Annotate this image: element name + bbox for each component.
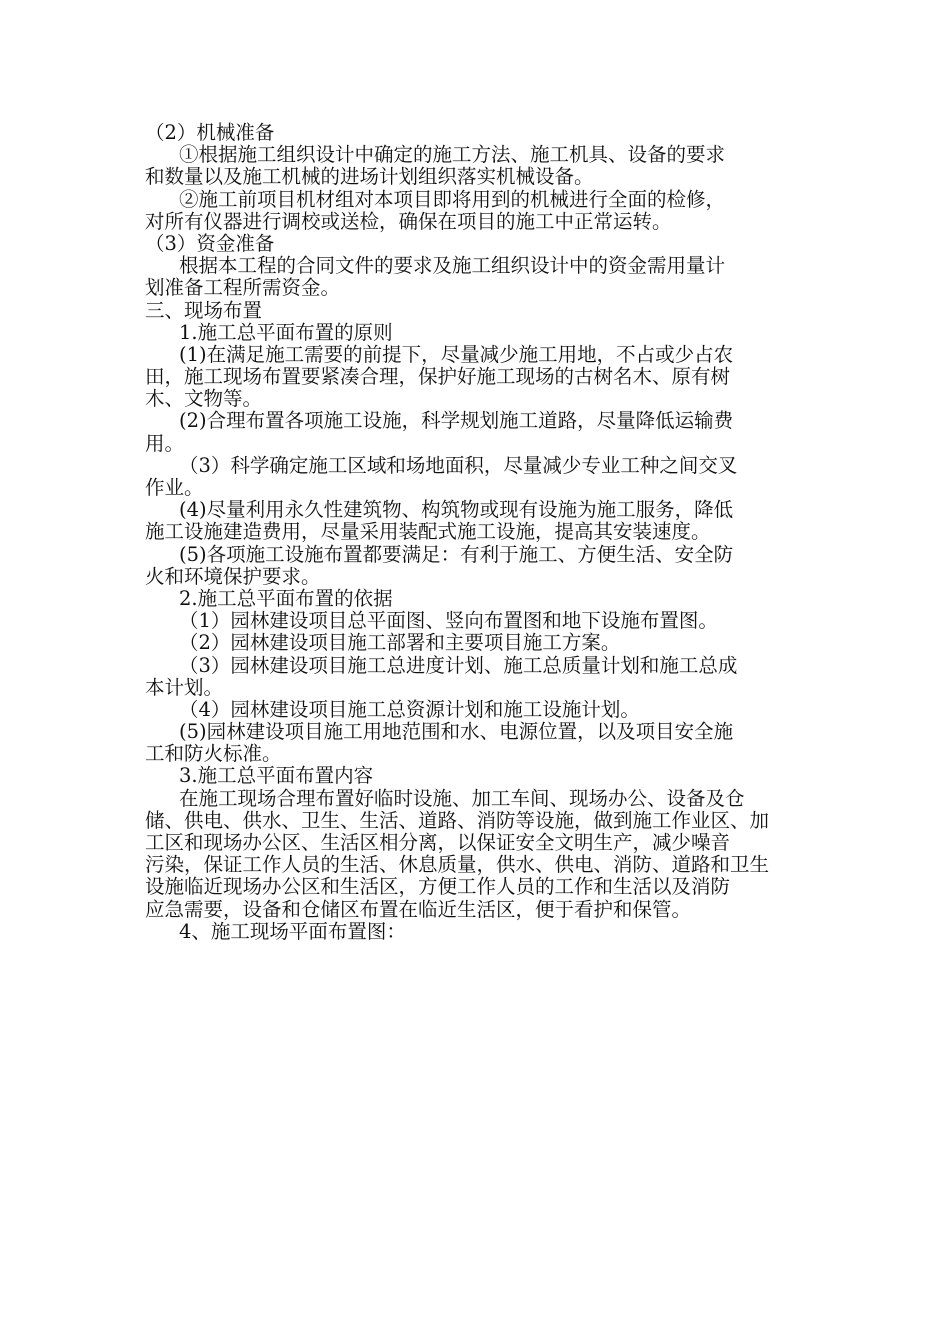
paragraph-line: 对所有仪器进行调校或送检，确保在项目的施工中正常运转。	[145, 209, 672, 233]
list-item-line: （4）园林建设项目施工总资源计划和施工设施计划。	[179, 697, 640, 721]
paragraph-line: 储、供电、供水、卫生、生活、道路、消防等设施，做到施工作业区、加	[145, 808, 770, 832]
list-item-line: （1）园林建设项目总平面图、竖向布置图和地下设施布置图。	[179, 609, 718, 633]
section-heading-site-layout: 三、现场布置	[145, 298, 263, 322]
heading-machinery-preparation: （2）机械准备	[145, 121, 275, 144]
subheading-site-layout-plan: 4、施工现场平面布置图：	[179, 919, 406, 943]
list-item-line: 用。	[145, 431, 185, 455]
paragraph-line: ①根据施工组织设计中确定的施工方法、施工机具、设备的要求	[179, 143, 726, 167]
list-item-line: （3）园林建设项目施工总进度计划、施工总质量计划和施工总成	[179, 653, 738, 677]
list-item-line: （2）园林建设项目施工部署和主要项目施工方案。	[179, 631, 621, 655]
list-item-line: （3）科学确定施工区域和场地面积，尽量减少专业工种之间交叉	[179, 453, 738, 477]
paragraph-line: 根据本工程的合同文件的要求及施工组织设计中的资金需用量计	[179, 254, 726, 278]
paragraph-line: 设施临近现场办公区和生活区，方便工作人员的工作和生活以及消防	[145, 875, 731, 899]
list-item-line: 田，施工现场布置要紧凑合理，保护好施工现场的古树名木、原有树	[145, 365, 731, 389]
list-item-line: 火和环境保护要求。	[145, 564, 321, 588]
list-item-line: (5)各项施工设施布置都要满足：有利于施工、方便生活、安全防	[179, 542, 734, 566]
subheading-layout-content: 3.施工总平面布置内容	[179, 764, 374, 788]
paragraph-line: 应急需要，设备和仓储区布置在临近生活区，便于看护和保管。	[145, 897, 692, 921]
paragraph-line: 和数量以及施工机械的进场计划组织落实机械设备。	[145, 165, 594, 189]
document-page	[145, 122, 813, 943]
paragraph-line: 在施工现场合理布置好临时设施、加工车间、现场办公、设备及仓	[179, 786, 745, 810]
subheading-layout-principles: 1.施工总平面布置的原则	[179, 320, 393, 344]
list-item-line: (2)合理布置各项施工设施，科学规划施工道路，尽量降低运输费	[179, 409, 734, 433]
subheading-layout-basis: 2.施工总平面布置的依据	[179, 586, 393, 610]
list-item-line: (5)园林建设项目施工用地范围和水、电源位置，以及项目安全施	[179, 720, 734, 744]
list-item-line: (4)尽量利用永久性建筑物、构筑物或现有设施为施工服务，降低	[179, 498, 734, 522]
list-item-line: 作业。	[145, 476, 204, 499]
paragraph-line: ②施工前项目机材组对本项目即将用到的机械进行全面的检修，	[179, 187, 726, 211]
paragraph-line: 污染，保证工作人员的生活、休息质量，供水、供电、消防、道路和卫生	[145, 853, 770, 877]
list-item-line: 施工设施建造费用，尽量采用装配式施工设施，提高其安装速度。	[145, 520, 711, 544]
list-item-line: 本计划。	[145, 675, 224, 699]
list-item-line: 木、文物等。	[145, 387, 263, 411]
list-item-line: (1)在满足施工需要的前提下，尽量减少施工用地，不占或少占农	[179, 342, 734, 366]
paragraph-line: 划准备工程所需资金。	[145, 276, 341, 300]
heading-fund-preparation: （3）资金准备	[145, 231, 275, 255]
list-item-line: 工和防火标准。	[145, 742, 282, 766]
paragraph-line: 工区和现场办公区、生活区相分离，以保证安全文明生产，减少噪音	[145, 831, 731, 854]
